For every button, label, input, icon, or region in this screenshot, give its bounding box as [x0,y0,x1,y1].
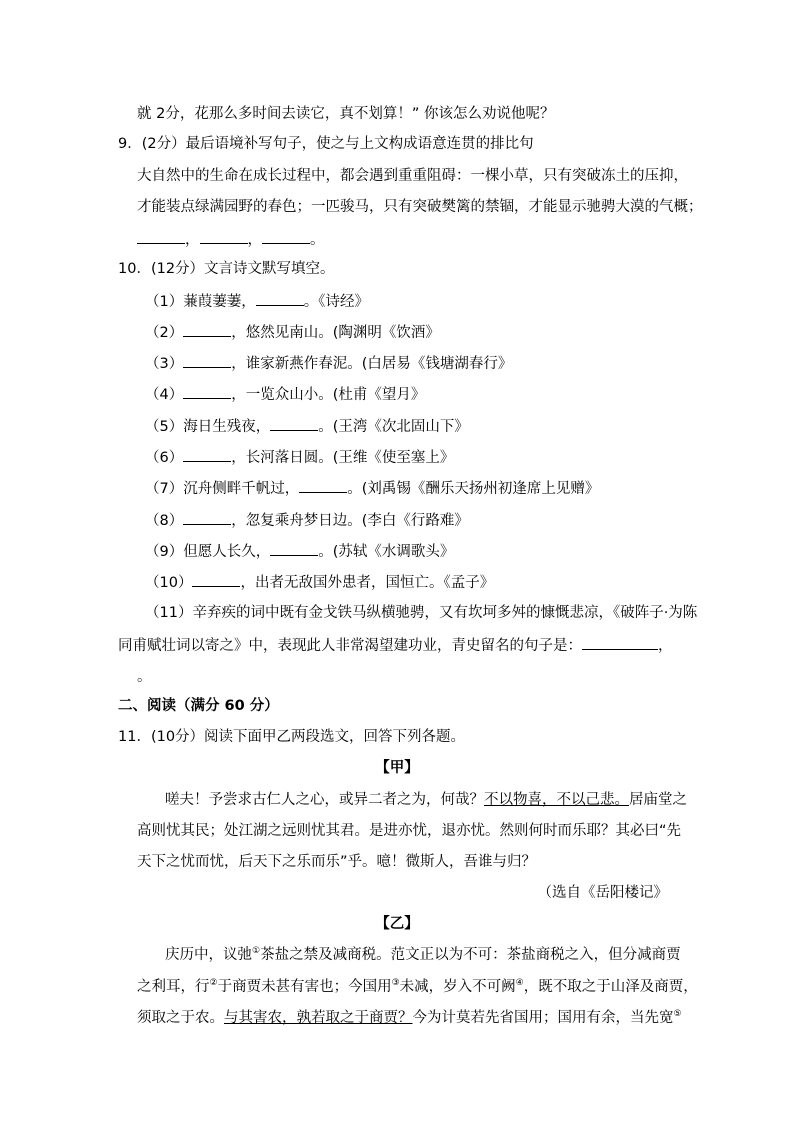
q10-item-5 [145,415,469,437]
q9-p2-text: 才能装点绿满园野的春色；一匹骏马，只有突破樊篱的禁锢，才能显示驰骋大漠的气概； [137,199,703,215]
answer-blank[interactable] [192,571,240,587]
item-after: 。(王湾《次北固山下》 [318,419,469,435]
answer-blank[interactable] [270,540,318,556]
footnote-mark: ③ [391,978,400,989]
passage-yi-line1 [165,945,681,965]
separator: ， [185,232,200,248]
item-after: 。(刘禹锡《酬乐天扬州初逢席上见赠》 [347,481,600,497]
q9-stem-text: 9．(2分）最后语境补写句子，使之与上文构成语意连贯的排比句 [118,136,534,152]
answer-blank[interactable] [299,477,347,493]
section-2-heading [118,696,279,716]
passage-jia-line3 [137,852,536,872]
item-after: ，悠然见南山。(陶渊明《饮酒》 [231,325,440,341]
answer-blank[interactable] [200,228,248,244]
q8-tail-text: 就 2分，花那么多时间去读它，真不划算！” 你该怎么劝说他呢？ [137,106,555,122]
item-after: ，出者无敌国外患者，国恒亡。《孟子》 [240,575,495,591]
title-text: 【甲】 [375,760,419,776]
title-text: 【乙】 [375,916,419,932]
q10-item-2 [145,321,440,343]
q9-stem [118,134,534,154]
q10-item-9 [145,540,454,562]
section-heading-text: 二、阅读（满分 60 分） [118,698,279,714]
q10-item-10 [145,571,494,593]
passage-jia-line1 [165,790,687,810]
q10-item-4 [145,383,425,405]
item-number: （7） [145,481,184,497]
q9-p1-text: 大自然中的生命在成长过程中，都会遇到重重阻碍：一棵小草，只有突破冻土的压抑， [137,168,688,184]
item-after: 。(苏轼《水调歌头》 [318,544,455,560]
q10-item-8 [145,509,469,531]
text: ，既不取之于山泽及商贾， [523,979,698,995]
passage-jia-title [0,758,794,778]
underlined-sentence: 不以物喜，不以己悲。 [484,792,629,808]
item-text: 同甫赋壮词以寄之》中，表现此人非常渴望建功业，青史留名的句子是： [118,638,582,654]
item-after: ，忽复乘舟梦日边。(李白《行路难》 [231,513,469,529]
q10-item-6 [145,446,454,468]
item-number: （1） [145,294,184,310]
answer-blank[interactable] [183,383,231,399]
q10-item-11-line2 [118,634,673,656]
footnote-mark: ④ [515,978,524,989]
underlined-sentence: 与其害农，孰若取之于商贾？ [224,1010,413,1026]
source-text: （选自《岳阳楼记》 [537,885,668,901]
end-mark: 。 [137,669,152,685]
footnote-mark: ① [252,946,261,957]
item-before: 沉舟侧畔千帆过， [183,481,300,497]
answer-blank[interactable] [183,321,231,337]
item-number: （8） [145,513,184,529]
q9-answer-line [137,228,325,250]
q8-tail [137,104,554,124]
item-number: （4） [145,387,184,403]
answer-blank[interactable] [262,228,310,244]
q9-paragraph-line2 [137,197,703,217]
text: 之利耳，行 [137,979,210,995]
answer-blank[interactable] [137,228,185,244]
q11-stem-text: 11．(10分）阅读下面甲乙两段选文，回答下列各题。 [118,729,466,745]
text: 嗟夫！予尝求古仁人之心，或异二者之为，何哉？ [165,792,484,808]
item-after: ，长河落日圆。(王维《使至塞上》 [231,450,455,466]
answer-blank[interactable] [256,290,304,306]
item-number: （6） [145,450,184,466]
passage-yi-line2 [137,977,698,997]
item-before: 但愿人长久， [183,544,271,560]
q11-stem [118,727,465,747]
text: 于商贾未甚有害也；今国用 [217,979,392,995]
text: 须取之于农。 [137,1010,224,1026]
q10-stem-text: 10．(12分）文言诗文默写填空。 [118,261,335,277]
q10-item-1 [145,290,369,312]
answer-blank[interactable] [183,446,231,462]
q10-item-11-line1 [145,603,697,623]
answer-blank[interactable] [582,634,658,650]
item-after: 。《诗经》 [303,294,369,310]
item-number: （10） [145,575,193,591]
separator: ， [247,232,262,248]
text: 天下之忧而忧，后天下之乐而乐”乎。噫！微斯人，吾谁与归？ [137,854,537,870]
q10-stem [118,259,335,279]
q10-item-11-line3 [137,665,152,687]
q9-paragraph-line1 [137,166,688,186]
footnote-mark: ② [209,978,218,989]
text: 高则忧其民；处江湖之远则忧其君。是进亦忧，退亦忧。然则何时而乐耶？其必曰“先 [137,823,682,839]
text: 庆历中，议弛 [165,947,252,963]
text: 未减，岁入不可阙 [399,979,516,995]
text: 居庙堂之 [629,792,687,808]
passage-jia-line2 [137,821,681,841]
item-before: 蒹葭萋萋， [183,294,256,310]
item-after: ，一览众山小。(杜甫《望月》 [231,387,426,403]
answer-blank[interactable] [270,415,318,431]
answer-blank[interactable] [183,352,231,368]
separator: ， [658,638,673,654]
passage-jia-source [538,883,669,903]
text: 今为计莫若先省国用；国用有余，当先宽 [412,1010,674,1026]
end-mark: 。 [310,232,325,248]
q10-item-7 [145,477,599,499]
item-after: ，谁家新燕作春泥。(白居易《钱塘湖春行》 [231,356,513,372]
q10-item-3 [145,352,512,374]
item-number: （9） [145,544,184,560]
item-text: （11）辛弃疾的词中既有金戈铁马纵横驰骋，又有坎坷多舛的慷慨悲凉，《破阵子·为陈 [145,605,698,621]
item-before: 海日生残夜， [183,419,271,435]
item-number: （2） [145,325,184,341]
answer-blank[interactable] [183,509,231,525]
text: 茶盐之禁及减商税。范文正以为不可：茶盐商税之入，但分减商贾 [260,947,681,963]
passage-yi-line3 [137,1008,682,1028]
footnote-mark: ⑤ [673,1009,682,1020]
item-number: （5） [145,419,184,435]
passage-yi-title [0,914,794,934]
item-number: （3） [145,356,184,372]
